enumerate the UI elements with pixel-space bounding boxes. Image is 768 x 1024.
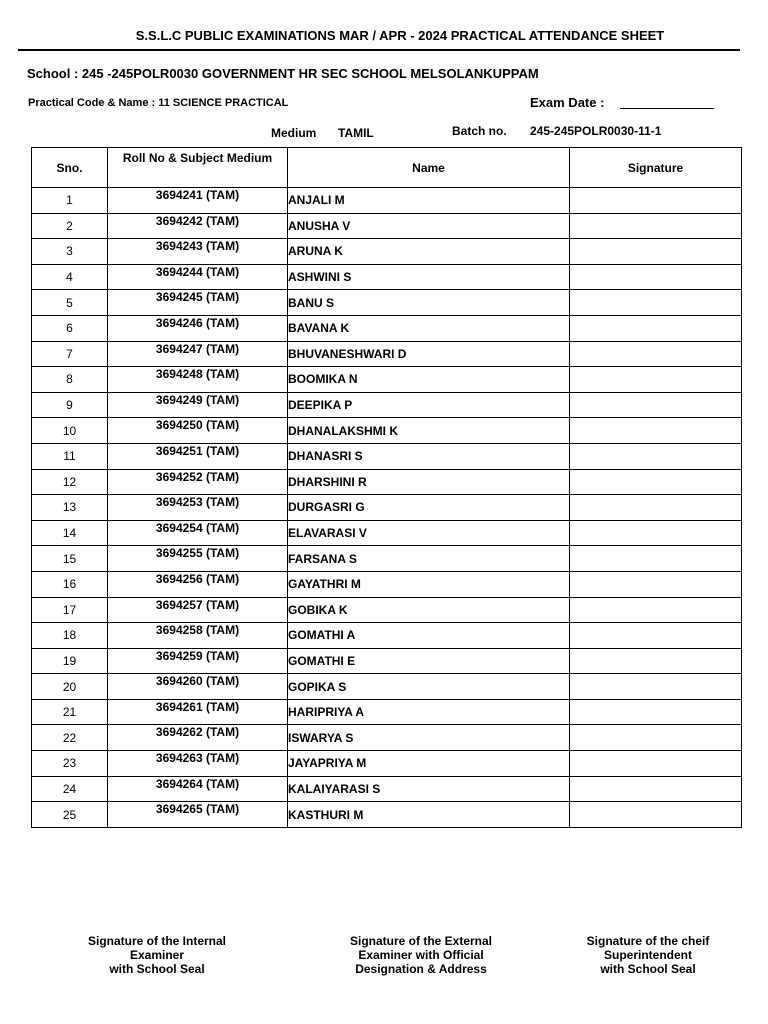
signature-cell bbox=[570, 802, 742, 828]
roll-number-cell: 3694247 (TAM) bbox=[108, 341, 288, 367]
roll-number-cell: 3694243 (TAM) bbox=[108, 239, 288, 265]
student-name-cell: ANUSHA V bbox=[288, 213, 570, 239]
table-row bbox=[32, 367, 742, 393]
roll-number-cell: 3694253 (TAM) bbox=[108, 495, 288, 521]
sno-cell: 6 bbox=[32, 315, 108, 341]
footer-line: Signature of the cheif bbox=[586, 934, 710, 948]
roll-number-cell: 3694262 (TAM) bbox=[108, 725, 288, 751]
roll-number-cell: 3694258 (TAM) bbox=[108, 623, 288, 649]
roll-number-cell: 3694248 (TAM) bbox=[108, 367, 288, 393]
roll-number-cell: 3694263 (TAM) bbox=[108, 751, 288, 777]
table-row bbox=[32, 213, 742, 239]
sno-cell: 13 bbox=[32, 495, 108, 521]
roll-number-cell: 3694242 (TAM) bbox=[108, 213, 288, 239]
student-name-cell: GOMATHI E bbox=[288, 648, 570, 674]
roll-number-cell: 3694252 (TAM) bbox=[108, 469, 288, 495]
table-row bbox=[32, 674, 742, 700]
medium-value: TAMIL bbox=[338, 126, 374, 140]
sno-cell: 3 bbox=[32, 239, 108, 265]
signature-cell bbox=[570, 341, 742, 367]
roll-number-cell: 3694254 (TAM) bbox=[108, 520, 288, 546]
signature-cell bbox=[570, 648, 742, 674]
table-row bbox=[32, 392, 742, 418]
table-row bbox=[32, 520, 742, 546]
roll-number-cell: 3694260 (TAM) bbox=[108, 674, 288, 700]
table-row bbox=[32, 648, 742, 674]
table-row bbox=[32, 418, 742, 444]
signature-cell bbox=[570, 418, 742, 444]
student-name-cell: DHARSHINI R bbox=[288, 469, 570, 495]
table-row bbox=[32, 597, 742, 623]
student-name-cell: HARIPRIYA A bbox=[288, 699, 570, 725]
sno-cell: 11 bbox=[32, 443, 108, 469]
table-row bbox=[32, 341, 742, 367]
footer-line: Signature of the Internal bbox=[87, 934, 226, 948]
footer-line: Signature of the External bbox=[349, 934, 493, 948]
roll-number-cell: 3694250 (TAM) bbox=[108, 418, 288, 444]
practical-code: Practical Code & Name : 11 SCIENCE PRACTICAL bbox=[28, 97, 289, 109]
exam-date-label: Exam Date : bbox=[530, 95, 605, 110]
student-name-cell: GOBIKA K bbox=[288, 597, 570, 623]
signature-cell bbox=[570, 264, 742, 290]
table-row bbox=[32, 699, 742, 725]
sno-cell: 21 bbox=[32, 699, 108, 725]
student-name-cell: KALAIYARASI S bbox=[288, 776, 570, 802]
signature-cell bbox=[570, 367, 742, 393]
signature-cell bbox=[570, 776, 742, 802]
title-underline bbox=[18, 49, 740, 51]
student-name-cell: GOPIKA S bbox=[288, 674, 570, 700]
student-name-cell: FARSANA S bbox=[288, 546, 570, 572]
sno-cell: 7 bbox=[32, 341, 108, 367]
roll-number-cell: 3694245 (TAM) bbox=[108, 290, 288, 316]
column-header-signature: Signature bbox=[570, 148, 742, 188]
table-row bbox=[32, 188, 742, 214]
sheet-title: S.S.L.C PUBLIC EXAMINATIONS MAR / APR - 2024 PRACTICAL ATTENDANCE SHEET bbox=[135, 28, 665, 43]
roll-number-cell: 3694261 (TAM) bbox=[108, 699, 288, 725]
exam-date-blank bbox=[620, 108, 714, 109]
sno-cell: 17 bbox=[32, 597, 108, 623]
signature-cell bbox=[570, 699, 742, 725]
sno-cell: 18 bbox=[32, 623, 108, 649]
batch-label: Batch no. bbox=[452, 124, 507, 138]
student-name-cell: JAYAPRIYA M bbox=[288, 751, 570, 777]
attendance-table bbox=[31, 147, 742, 828]
sno-cell: 22 bbox=[32, 725, 108, 751]
table-row bbox=[32, 546, 742, 572]
footer-line: with School Seal bbox=[600, 962, 696, 976]
roll-number-cell: 3694265 (TAM) bbox=[108, 802, 288, 828]
table-row bbox=[32, 264, 742, 290]
table-row bbox=[32, 725, 742, 751]
column-header-sno: Sno. bbox=[32, 148, 108, 188]
sno-cell: 2 bbox=[32, 213, 108, 239]
sno-cell: 4 bbox=[32, 264, 108, 290]
sno-cell: 25 bbox=[32, 802, 108, 828]
signature-cell bbox=[570, 571, 742, 597]
column-header-name: Name bbox=[288, 148, 570, 188]
school-line: School : 245 -245POLR0030 GOVERNMENT HR SEC SCHOOL MELSOLANKUPPAM bbox=[27, 66, 539, 81]
signature-cell bbox=[570, 188, 742, 214]
table-row bbox=[32, 495, 742, 521]
sno-cell: 14 bbox=[32, 520, 108, 546]
table-header-row bbox=[32, 148, 742, 188]
column-header-roll: Roll No & Subject Medium bbox=[108, 148, 288, 188]
footer-line: with School Seal bbox=[109, 962, 205, 976]
student-name-cell: GOMATHI A bbox=[288, 623, 570, 649]
footer-line: Designation & Address bbox=[355, 962, 487, 976]
footer-line: Superintendent bbox=[603, 948, 692, 962]
sno-cell: 23 bbox=[32, 751, 108, 777]
table-row bbox=[32, 443, 742, 469]
student-name-cell: BOOMIKA N bbox=[288, 367, 570, 393]
sno-cell: 1 bbox=[32, 188, 108, 214]
signature-cell bbox=[570, 623, 742, 649]
table-row bbox=[32, 776, 742, 802]
signature-cell bbox=[570, 674, 742, 700]
student-name-cell: ARUNA K bbox=[288, 239, 570, 265]
signature-cell bbox=[570, 315, 742, 341]
sno-cell: 15 bbox=[32, 546, 108, 572]
chief-superintendent-signature bbox=[538, 934, 758, 976]
student-name-cell: BAVANA K bbox=[288, 315, 570, 341]
sno-cell: 8 bbox=[32, 367, 108, 393]
roll-number-cell: 3694255 (TAM) bbox=[108, 546, 288, 572]
student-name-cell: ANJALI M bbox=[288, 188, 570, 214]
roll-number-cell: 3694246 (TAM) bbox=[108, 315, 288, 341]
signature-cell bbox=[570, 469, 742, 495]
signature-cell bbox=[570, 443, 742, 469]
table-row bbox=[32, 469, 742, 495]
signature-cell bbox=[570, 213, 742, 239]
student-name-cell: BHUVANESHWARI D bbox=[288, 341, 570, 367]
signature-cell bbox=[570, 495, 742, 521]
medium-label: Medium bbox=[271, 126, 317, 140]
table-row bbox=[32, 802, 742, 828]
student-name-cell: KASTHURI M bbox=[288, 802, 570, 828]
table-row bbox=[32, 290, 742, 316]
signature-cell bbox=[570, 392, 742, 418]
roll-number-cell: 3694244 (TAM) bbox=[108, 264, 288, 290]
student-name-cell: DHANASRI S bbox=[288, 443, 570, 469]
footer-line: Examiner bbox=[129, 948, 185, 962]
table-row bbox=[32, 751, 742, 777]
signature-cell bbox=[570, 290, 742, 316]
student-name-cell: ELAVARASI V bbox=[288, 520, 570, 546]
roll-number-cell: 3694257 (TAM) bbox=[108, 597, 288, 623]
roll-number-cell: 3694249 (TAM) bbox=[108, 392, 288, 418]
roll-number-cell: 3694264 (TAM) bbox=[108, 776, 288, 802]
signature-cell bbox=[570, 520, 742, 546]
table-row bbox=[32, 571, 742, 597]
student-name-cell: DHANALAKSHMI K bbox=[288, 418, 570, 444]
internal-examiner-signature bbox=[47, 934, 267, 976]
table-row bbox=[32, 239, 742, 265]
roll-number-cell: 3694251 (TAM) bbox=[108, 443, 288, 469]
student-name-cell: GAYATHRI M bbox=[288, 571, 570, 597]
sno-cell: 5 bbox=[32, 290, 108, 316]
table-row bbox=[32, 315, 742, 341]
signature-cell bbox=[570, 751, 742, 777]
external-examiner-signature bbox=[311, 934, 531, 976]
student-name-cell: ASHWINI S bbox=[288, 264, 570, 290]
roll-number-cell: 3694259 (TAM) bbox=[108, 648, 288, 674]
sno-cell: 20 bbox=[32, 674, 108, 700]
footer-line: Examiner with Official bbox=[358, 948, 484, 962]
batch-value: 245-245POLR0030-11-1 bbox=[530, 124, 662, 138]
signature-cell bbox=[570, 546, 742, 572]
sno-cell: 19 bbox=[32, 648, 108, 674]
signature-cell bbox=[570, 725, 742, 751]
sno-cell: 10 bbox=[32, 418, 108, 444]
sno-cell: 24 bbox=[32, 776, 108, 802]
signature-cell bbox=[570, 597, 742, 623]
sno-cell: 12 bbox=[32, 469, 108, 495]
student-name-cell: DEEPIKA P bbox=[288, 392, 570, 418]
roll-number-cell: 3694256 (TAM) bbox=[108, 571, 288, 597]
student-name-cell: ISWARYA S bbox=[288, 725, 570, 751]
signature-cell bbox=[570, 239, 742, 265]
sno-cell: 9 bbox=[32, 392, 108, 418]
student-name-cell: BANU S bbox=[288, 290, 570, 316]
student-name-cell: DURGASRI G bbox=[288, 495, 570, 521]
roll-number-cell: 3694241 (TAM) bbox=[108, 188, 288, 214]
sno-cell: 16 bbox=[32, 571, 108, 597]
table-row bbox=[32, 623, 742, 649]
